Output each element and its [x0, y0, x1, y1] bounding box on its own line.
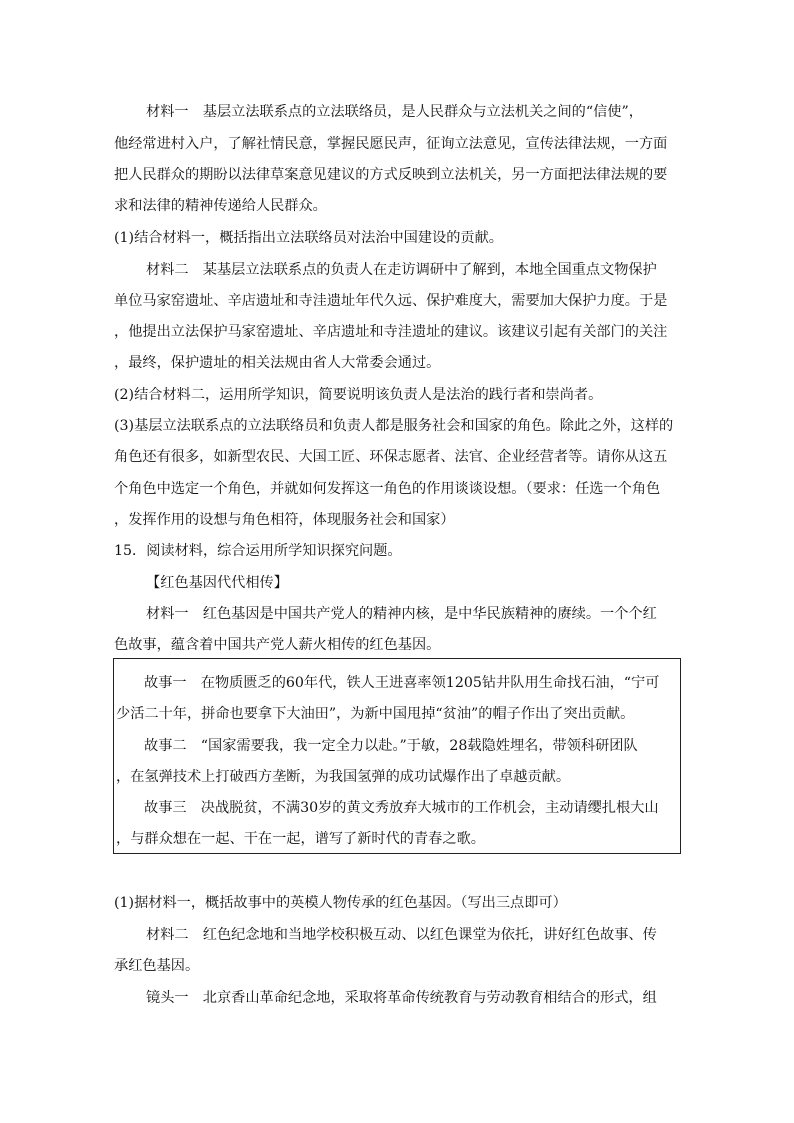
material-2-line-1: 材料二 某基层立法联系点的负责人在走访调研中了解到，本地全国重点文物保护 — [146, 262, 657, 278]
story-2-line-1: 故事二 “国家需要我，我一定全力以赴。”于敏，28载隐姓埋名，带领科研团队 — [144, 738, 638, 754]
material-red-line-1: 材料一 红色基因是中国共产党人的精神内核，是中华民族精神的赓续。一个个红 — [146, 606, 657, 622]
story-1-line-1: 故事一 在物质匮乏的60年代，铁人王进喜率领1205钻井队用生命找石油，“宁可 — [144, 675, 660, 691]
story-1-line-2: 少活二十年，拼命也要拿下大油田”，为新中国甩掉“贫油”的帽子作出了突出贡献。 — [116, 706, 635, 722]
question-15-header: 15．阅读材料，综合运用所学知识探究问题。 — [114, 543, 402, 559]
stories-box — [113, 658, 681, 854]
story-3-line-1: 故事三 决战脱贫，不满30岁的黄文秀放弃大城市的工作机会，主动请缨扎根大山 — [144, 800, 659, 816]
material-2-line-3: ，他提出立法保护马家窑遗址、辛店遗址和寺洼遗址的建议。该建议引起有关部门的关注 — [114, 324, 668, 340]
question-3-line-3: 个角色中选定一个角色，并就如何发挥这一角色的作用谈谈设想。（要求：任选一个角色 — [114, 481, 661, 497]
material-1-line-3: 把人民群众的期盼以法律草案意见建议的方式反映到立法机关，另一方面把法律法规的要 — [114, 167, 668, 183]
material-2-line-4: ，最终，保护遗址的相关法规由省人大常委会通过。 — [114, 355, 441, 371]
material-red-line-2: 色故事，蕴含着中国共产党人薪火相传的红色基因。 — [114, 637, 441, 653]
question-15-1: (1)据材料一，概括故事中的英模人物传承的红色基因。（写出三点即可） — [114, 895, 567, 911]
material-2-line-2: 单位马家窑遗址、辛店遗址和寺洼遗址年代久远、保护难度大，需要加大保护力度。于是 — [114, 293, 668, 309]
material-1-line-2: 他经常进村入户，了解社情民意，掌握民愿民声，征询立法意见，宣传法律法规，一方面 — [114, 136, 668, 152]
scene-1-line-1: 镜头一 北京香山革命纪念地，采取将革命传统教育与劳动教育相结合的形式，组 — [146, 990, 657, 1006]
question-3-line-4: ，发挥作用的设想与角色相符，体现服务社会和国家） — [114, 512, 455, 528]
material-red-2-line-1: 材料二 红色纪念地和当地学校积极互动、以红色课堂为依托，讲好红色故事、传 — [146, 927, 657, 943]
story-2-line-2: ，在氢弹技术上打破西方垄断，为我国氢弹的成功试爆作出了卓越贡献。 — [116, 769, 571, 785]
material-1-line-4: 求和法律的精神传递给人民群众。 — [114, 198, 327, 214]
section-title: 【红色基因代代相传】 — [146, 575, 288, 591]
story-3-line-2: ，与群众想在一起、干在一起，谱写了新时代的青春之歌。 — [116, 831, 485, 847]
material-red-2-line-2: 承红色基因。 — [114, 958, 200, 974]
material-1-line-1: 材料一 基层立法联系点的立法联络员，是人民群众与立法机关之间的“信使”， — [146, 104, 643, 120]
question-1: (1)结合材料一，概括指出立法联络员对法治中国建设的贡献。 — [114, 230, 503, 246]
question-3-line-2: 角色还有很多，如新型农民、大国工匠、环保志愿者、法官、企业经营者等。请你从这五 — [114, 449, 668, 465]
question-2: (2)结合材料二，运用所学知识，简要说明该负责人是法治的践行者和崇尚者。 — [114, 387, 603, 403]
question-3-line-1: (3)基层立法联系点的立法联络员和负责人都是服务社会和国家的角色。除此之外，这样的 — [114, 418, 674, 434]
